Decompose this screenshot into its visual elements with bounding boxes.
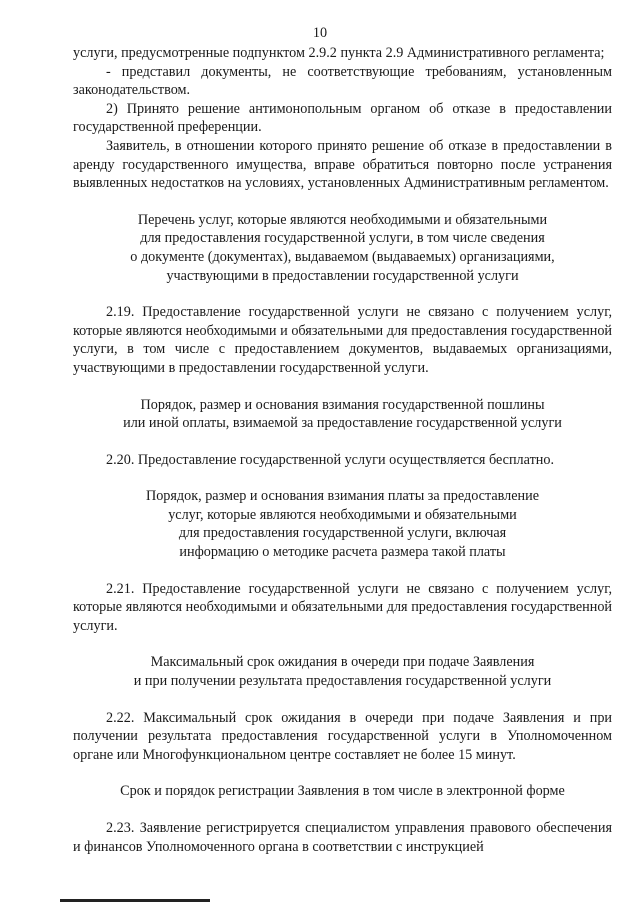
paragraph: - представил документы, не соответствующие требованиям, установленным законодательством. <box>73 63 612 99</box>
heading-line: Перечень услуг, которые являются необходимыми и обязательными <box>137 211 548 228</box>
page-number: 10 <box>312 25 328 41</box>
heading-line: услуг, которые являются необходимыми и обязательными <box>168 506 517 523</box>
heading-line: участвующими в предоставлении государственной услуги <box>166 267 519 284</box>
heading-line: о документе (документах), выдаваемом (выдаваемых) организациями, <box>130 248 555 265</box>
section-heading-registration <box>73 782 612 801</box>
heading-line: Порядок, размер и основания взимания государственной пошлины <box>140 396 545 413</box>
document-body <box>73 44 612 856</box>
paragraph: услуги, предусмотренные подпунктом 2.9.2 пункта 2.9 Административного регламента; <box>73 45 605 61</box>
paragraph: 2.19. Предоставление государственной услуги не связано с получением услуг, которые являются необходимыми и обязательными для предоставления государственной услуги, в том числе с предоставлением документов, выдаваемых организациями, участвующими в предоставлении государственной услуги. <box>73 304 612 376</box>
heading-line: Максимальный срок ожидания в очереди при подаче Заявления <box>150 654 535 671</box>
section-heading-services-list <box>73 211 612 285</box>
heading-line: и при получении результата предоставления государственной услуги <box>133 673 552 690</box>
paragraph: 2.22. Максимальный срок ожидания в очереди при подаче Заявления и при получении результата предоставления государственной услуги в Уполномоченном органе или Многофункциональном центре составляет не более 15 минут. <box>73 709 612 763</box>
heading-line: для предоставления государственной услуги, включая <box>178 525 507 542</box>
paragraph: Заявитель, в отношении которого принято решение об отказе в предоставлении в аренду государственного имущества, вправе обратиться повторно после устранения выявленных недостатков на условиях, установленных Административным регламентом. <box>73 137 612 192</box>
heading-line: информацию о методике расчета размера такой платы <box>179 544 506 561</box>
heading-line: или иной оплаты, взимаемой за предоставление государственной услуги <box>123 415 562 432</box>
paragraph: 2) Принято решение антимонопольным органом об отказе в предоставлении государственной преференции. <box>73 100 612 136</box>
section-heading-state-fee <box>73 396 612 433</box>
heading-line: Срок и порядок регистрации Заявления в том числе в электронной форме <box>120 783 565 800</box>
heading-line: для предоставления государственной услуги, в том числе сведения <box>140 230 545 247</box>
paragraph: 2.23. Заявление регистрируется специалистом управления правового обеспечения и финансов Уполномоченного органа в соответствии с инструкцией <box>73 820 612 855</box>
paragraph: 2.21. Предоставление государственной услуги не связано с получением услуг, которые являются необходимыми и обязательными для предоставления государственной услуги. <box>73 580 612 634</box>
heading-line: Порядок, размер и основания взимания платы за предоставление <box>145 488 540 505</box>
paragraph: 2.20. Предоставление государственной услуги осуществляется бесплатно. <box>106 451 555 468</box>
bottom-scan-line <box>60 899 210 902</box>
section-heading-service-fee <box>73 487 612 561</box>
section-heading-queue-time <box>73 653 612 690</box>
